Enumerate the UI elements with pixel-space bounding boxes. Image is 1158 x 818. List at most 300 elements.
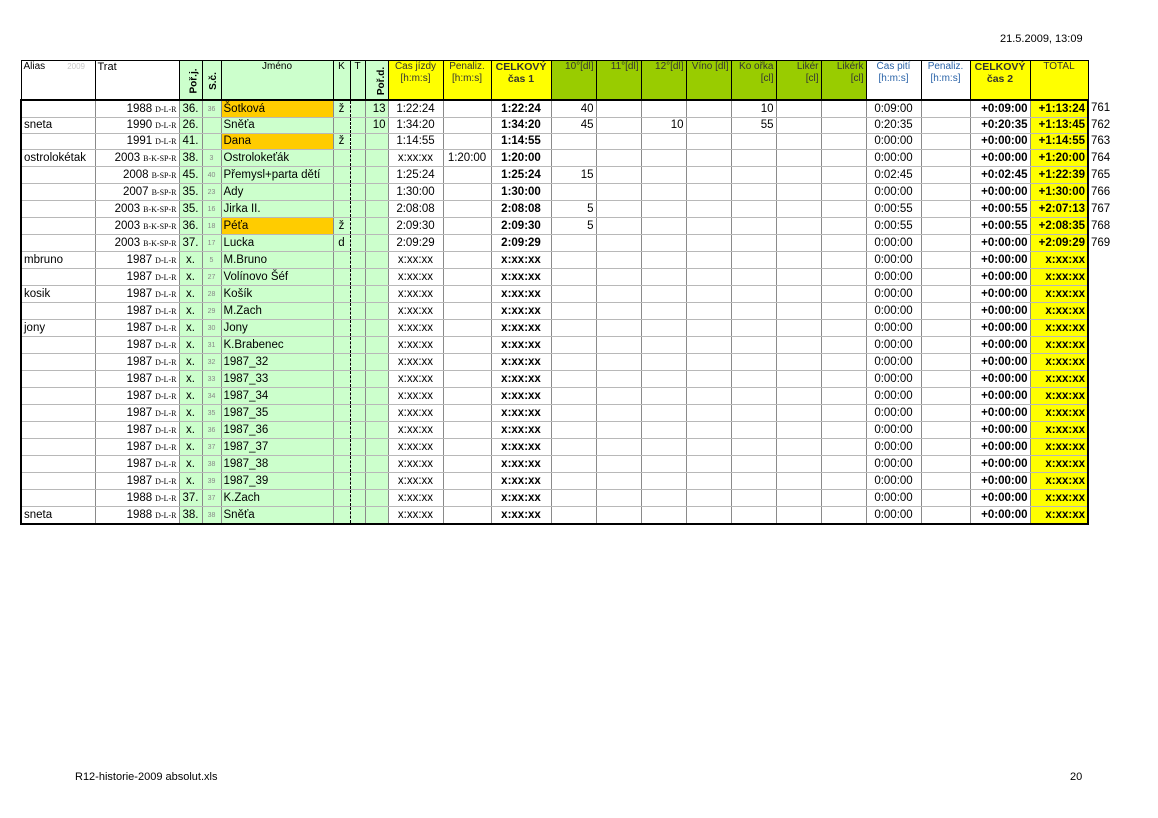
start-number: 3: [209, 155, 214, 162]
table-row: [21, 134, 1124, 150]
jmeno-cell: 1987_38: [221, 456, 333, 473]
penaliz-cell: [443, 456, 491, 473]
header-cas-jizdy: Čas jízdy [h:m:s]: [388, 61, 443, 101]
cas-piti-cell: 0:00:00: [866, 354, 921, 371]
celkovy-1-cell: 1:30:00: [491, 184, 551, 201]
penaliz-2-cell: [921, 252, 970, 269]
alias-cell: [21, 167, 95, 184]
header-celkovy-1: CELKOVÝ čas 1: [491, 61, 551, 101]
total-cell: x:xx:xx: [1030, 439, 1088, 456]
sc-cell: [202, 252, 221, 269]
d12-cell: [641, 184, 686, 201]
d11-cell: [596, 201, 641, 218]
trat-cell: [95, 371, 179, 388]
cas-jizdy-cell: x:xx:xx: [388, 252, 443, 269]
celkovy-2-cell: +0:00:00: [970, 303, 1030, 320]
table-row: [21, 201, 1124, 218]
header-celkovy-2: CELKOVÝ čas 2: [970, 61, 1030, 101]
d12-cell: [641, 303, 686, 320]
celkovy-2-cell: +0:00:00: [970, 354, 1030, 371]
sc-cell: [202, 303, 221, 320]
korka-cell: [731, 303, 776, 320]
table-row: [21, 100, 1124, 118]
start-number: 18: [207, 223, 216, 230]
por-d-cell: [365, 473, 388, 490]
cas-jizdy-cell: x:xx:xx: [388, 371, 443, 388]
korka-cell: [731, 235, 776, 252]
korka-cell: [731, 422, 776, 439]
liker-cell: [776, 354, 821, 371]
d12-cell: [641, 439, 686, 456]
jmeno-cell: Sněťa: [221, 507, 333, 525]
print-datestamp: 21.5.2009, 13:09: [1000, 33, 1083, 45]
penaliz-cell: [443, 473, 491, 490]
d11-cell: [596, 134, 641, 150]
cas-jizdy-cell: 1:34:20: [388, 118, 443, 134]
header-index-spacer: [1088, 61, 1124, 101]
penaliz-2-cell: [921, 269, 970, 286]
vino-cell: [686, 118, 731, 134]
cas-piti-cell: 0:09:00: [866, 100, 921, 118]
cas-jizdy-cell: 1:30:00: [388, 184, 443, 201]
liker-cell: [776, 320, 821, 337]
celkovy-1-cell: x:xx:xx: [491, 507, 551, 525]
korka-cell: [731, 337, 776, 354]
start-number: 29: [207, 308, 216, 315]
penaliz-cell: [443, 354, 491, 371]
cas-piti-cell: 0:00:00: [866, 388, 921, 405]
d12-cell: [641, 473, 686, 490]
liker-cell: [776, 118, 821, 134]
start-number: 39: [207, 478, 216, 485]
penaliz-2-cell: [921, 507, 970, 525]
penaliz-2-cell: [921, 456, 970, 473]
route-code: D-L-R: [155, 493, 177, 503]
d11-cell: [596, 252, 641, 269]
vino-cell: [686, 201, 731, 218]
penaliz-2-cell: [921, 320, 970, 337]
d10-cell: [551, 422, 596, 439]
year-value: 1988: [126, 491, 153, 504]
por-j-cell: 36.: [179, 218, 202, 235]
trat-cell: [95, 490, 179, 507]
liker-cell: [776, 286, 821, 303]
d10-cell: [551, 354, 596, 371]
d10-cell: [551, 184, 596, 201]
cas-jizdy-cell: x:xx:xx: [388, 490, 443, 507]
route-code: D-L-R: [155, 374, 177, 384]
alias-cell: [21, 337, 95, 354]
celkovy-1-cell: 1:25:24: [491, 167, 551, 184]
por-j-cell: x.: [179, 456, 202, 473]
total-cell: x:xx:xx: [1030, 252, 1088, 269]
d12-cell: [641, 150, 686, 167]
year-value: 2003: [114, 202, 141, 215]
cas-piti-cell: 0:02:45: [866, 167, 921, 184]
jmeno-cell: M.Zach: [221, 303, 333, 320]
cas-piti-cell: 0:00:00: [866, 269, 921, 286]
row-index-cell: [1088, 371, 1124, 388]
cas-jizdy-cell: x:xx:xx: [388, 388, 443, 405]
korka-cell: [731, 286, 776, 303]
year-value: 1987: [126, 406, 153, 419]
korka-cell: [731, 490, 776, 507]
celkovy-1-cell: x:xx:xx: [491, 439, 551, 456]
penaliz-2-cell: [921, 201, 970, 218]
cas-jizdy-cell: x:xx:xx: [388, 422, 443, 439]
k-cell: d: [333, 235, 350, 252]
celkovy-2-cell: +0:00:00: [970, 235, 1030, 252]
d12-cell: [641, 218, 686, 235]
start-number: 35: [207, 410, 216, 417]
jmeno-cell: Šotková: [221, 100, 333, 118]
total-cell: x:xx:xx: [1030, 388, 1088, 405]
penaliz-2-cell: [921, 303, 970, 320]
row-index-cell: [1088, 388, 1124, 405]
route-code: B-K-SP-R: [143, 153, 177, 163]
start-number: 28: [207, 291, 216, 298]
liker-cell: [776, 473, 821, 490]
penaliz-cell: [443, 439, 491, 456]
korka-cell: [731, 167, 776, 184]
celkovy-1-cell: 2:08:08: [491, 201, 551, 218]
row-index-cell: [1088, 490, 1124, 507]
start-number: 23: [207, 189, 216, 196]
t-cell: [350, 456, 365, 473]
celkovy-2-cell: +0:00:00: [970, 337, 1030, 354]
jmeno-cell: Lucka: [221, 235, 333, 252]
penaliz-cell: [443, 252, 491, 269]
start-number: 30: [207, 325, 216, 332]
alias-cell: [21, 134, 95, 150]
row-index-cell: [1088, 320, 1124, 337]
year-value: 1988: [126, 102, 153, 115]
sc-cell: [202, 100, 221, 118]
d11-cell: [596, 371, 641, 388]
route-code: B-K-SP-R: [143, 238, 177, 248]
alias-cell: kosik: [21, 286, 95, 303]
vino-cell: [686, 252, 731, 269]
por-j-cell: 37.: [179, 490, 202, 507]
d10-cell: [551, 252, 596, 269]
sc-cell: [202, 269, 221, 286]
k-cell: [333, 303, 350, 320]
row-index-cell: 769: [1091, 236, 1111, 249]
penaliz-2-cell: [921, 371, 970, 388]
total-cell: +1:20:00: [1030, 150, 1088, 167]
vino-cell: [686, 269, 731, 286]
celkovy-1-cell: x:xx:xx: [491, 320, 551, 337]
por-d-cell: [365, 371, 388, 388]
route-code: B-SP-R: [151, 187, 177, 197]
celkovy-1-cell: 1:34:20: [491, 118, 551, 134]
penaliz-cell: [443, 269, 491, 286]
likerk-cell: [821, 134, 866, 150]
start-number: 36: [207, 106, 216, 113]
liker-cell: [776, 439, 821, 456]
t-cell: [350, 218, 365, 235]
alias-cell: [21, 218, 95, 235]
d11-cell: [596, 235, 641, 252]
header-10-dl: 10°[dl]: [551, 61, 596, 101]
penaliz-cell: [443, 167, 491, 184]
likerk-cell: [821, 422, 866, 439]
celkovy-2-cell: +0:00:00: [970, 252, 1030, 269]
header-11-dl: 11°[dl]: [596, 61, 641, 101]
t-cell: [350, 439, 365, 456]
por-j-cell: x.: [179, 337, 202, 354]
year-value: 1987: [126, 338, 153, 351]
trat-cell: [95, 507, 179, 525]
trat-cell: [95, 388, 179, 405]
por-j-cell: x.: [179, 388, 202, 405]
por-j-cell: 45.: [179, 167, 202, 184]
trat-cell: [95, 167, 179, 184]
celkovy-1-cell: x:xx:xx: [491, 473, 551, 490]
por-d-cell: [365, 490, 388, 507]
table-row: [21, 118, 1124, 134]
likerk-cell: [821, 320, 866, 337]
table-body: [21, 100, 1124, 524]
d12-cell: [641, 167, 686, 184]
likerk-cell: [821, 100, 866, 118]
liker-cell: [776, 218, 821, 235]
likerk-cell: [821, 439, 866, 456]
year-value: 1987: [126, 474, 153, 487]
header-liker: Likér [cl]: [776, 61, 821, 101]
penaliz-2-cell: [921, 118, 970, 134]
penaliz-cell: [443, 422, 491, 439]
korka-cell: [731, 134, 776, 150]
route-code: D-L-R: [155, 121, 177, 130]
celkovy-2-cell: +0:00:00: [970, 388, 1030, 405]
likerk-cell: [821, 167, 866, 184]
liker-cell: [776, 507, 821, 525]
por-d-cell: 13: [365, 100, 388, 118]
sc-cell: [202, 473, 221, 490]
route-code: B-SP-R: [151, 170, 177, 180]
por-d-cell: [365, 405, 388, 422]
por-j-cell: 41.: [179, 134, 202, 150]
jmeno-cell: Sněťa: [221, 118, 333, 134]
table-row: [21, 320, 1124, 337]
korka-cell: [731, 405, 776, 422]
cas-piti-cell: 0:00:00: [866, 286, 921, 303]
por-j-cell: 26.: [179, 118, 202, 134]
likerk-cell: [821, 150, 866, 167]
row-index-cell: 763: [1091, 135, 1111, 147]
celkovy-2-cell: +0:00:00: [970, 184, 1030, 201]
likerk-cell: [821, 405, 866, 422]
t-cell: [350, 354, 365, 371]
d10-cell: [551, 507, 596, 525]
table-row: [21, 269, 1124, 286]
alias-cell: [21, 235, 95, 252]
d10-cell: [551, 371, 596, 388]
route-code: D-L-R: [155, 306, 177, 316]
k-cell: [333, 473, 350, 490]
cas-piti-cell: 0:00:00: [866, 405, 921, 422]
sc-cell: [202, 118, 221, 134]
alias-cell: [21, 388, 95, 405]
trat-cell: [95, 184, 179, 201]
por-d-cell: [365, 422, 388, 439]
start-number: 16: [207, 206, 216, 213]
total-cell: +1:13:45: [1030, 118, 1088, 134]
header-jmeno: Jméno: [221, 61, 333, 101]
k-cell: [333, 286, 350, 303]
row-index-cell: [1088, 252, 1124, 269]
liker-cell: [776, 388, 821, 405]
jmeno-cell: K.Brabenec: [221, 337, 333, 354]
total-cell: x:xx:xx: [1030, 286, 1088, 303]
trat-cell: [95, 354, 179, 371]
alias-cell: [21, 269, 95, 286]
korka-cell: [731, 320, 776, 337]
trat-cell: [95, 269, 179, 286]
penaliz-cell: [443, 201, 491, 218]
total-cell: x:xx:xx: [1030, 405, 1088, 422]
cas-jizdy-cell: 1:22:24: [388, 100, 443, 118]
row-index-cell: [1088, 473, 1124, 490]
trat-cell: [95, 286, 179, 303]
d12-cell: [641, 456, 686, 473]
jmeno-cell: Volínovo Šéf: [221, 269, 333, 286]
cas-jizdy-cell: 2:09:30: [388, 218, 443, 235]
row-index-cell: [1088, 405, 1124, 422]
year-value: 1987: [126, 287, 153, 300]
penaliz-cell: [443, 286, 491, 303]
d11-cell: [596, 100, 641, 118]
korka-cell: [731, 150, 776, 167]
d12-cell: [641, 405, 686, 422]
celkovy-2-cell: +0:00:00: [970, 371, 1030, 388]
jmeno-cell: 1987_34: [221, 388, 333, 405]
route-code: D-L-R: [155, 442, 177, 452]
vino-cell: [686, 100, 731, 118]
cas-piti-cell: 0:00:00: [866, 337, 921, 354]
likerk-cell: [821, 354, 866, 371]
por-d-cell: [365, 218, 388, 235]
vino-cell: [686, 184, 731, 201]
penaliz-2-cell: [921, 150, 970, 167]
celkovy-2-cell: +0:00:00: [970, 507, 1030, 525]
total-cell: +2:09:29: [1030, 235, 1088, 252]
k-cell: ž: [333, 218, 350, 235]
celkovy-1-cell: x:xx:xx: [491, 371, 551, 388]
start-number: 36: [207, 427, 216, 434]
row-index-cell: [1088, 269, 1124, 286]
total-cell: x:xx:xx: [1030, 456, 1088, 473]
liker-cell: [776, 490, 821, 507]
penaliz-2-cell: [921, 235, 970, 252]
korka-cell: [731, 456, 776, 473]
celkovy-2-cell: +0:00:55: [970, 201, 1030, 218]
route-code: D-L-R: [155, 137, 177, 146]
cas-jizdy-cell: 2:08:08: [388, 201, 443, 218]
por-j-cell: x.: [179, 422, 202, 439]
likerk-cell: [821, 388, 866, 405]
celkovy-1-cell: x:xx:xx: [491, 422, 551, 439]
celkovy-1-cell: 1:22:24: [491, 100, 551, 118]
alias-cell: [21, 473, 95, 490]
sc-cell: [202, 320, 221, 337]
d11-cell: [596, 269, 641, 286]
d10-cell: 40: [551, 100, 596, 118]
cas-jizdy-cell: x:xx:xx: [388, 303, 443, 320]
k-cell: [333, 422, 350, 439]
k-cell: [333, 388, 350, 405]
cas-piti-cell: 0:00:00: [866, 473, 921, 490]
penaliz-cell: [443, 490, 491, 507]
celkovy-2-cell: +0:02:45: [970, 167, 1030, 184]
sc-cell: [202, 371, 221, 388]
penaliz-2-cell: [921, 134, 970, 150]
t-cell: [350, 134, 365, 150]
celkovy-2-cell: +0:00:00: [970, 439, 1030, 456]
celkovy-2-cell: +0:00:00: [970, 134, 1030, 150]
d10-cell: [551, 388, 596, 405]
total-cell: +2:07:13: [1030, 201, 1088, 218]
vino-cell: [686, 134, 731, 150]
table-row: [21, 473, 1124, 490]
table-row: [21, 167, 1124, 184]
alias-cell: [21, 422, 95, 439]
table-header: [21, 61, 1124, 101]
cas-piti-cell: 0:00:00: [866, 371, 921, 388]
k-cell: [333, 405, 350, 422]
por-j-cell: x.: [179, 354, 202, 371]
total-cell: +2:08:35: [1030, 218, 1088, 235]
t-cell: [350, 337, 365, 354]
celkovy-1-cell: x:xx:xx: [491, 269, 551, 286]
por-d-cell: [365, 201, 388, 218]
celkovy-2-cell: +0:00:00: [970, 150, 1030, 167]
cas-piti-cell: 0:00:00: [866, 507, 921, 525]
header-penaliz: Penaliz. [h:m:s]: [443, 61, 491, 101]
vino-cell: [686, 354, 731, 371]
penaliz-cell: [443, 337, 491, 354]
penaliz-2-cell: [921, 337, 970, 354]
d11-cell: [596, 473, 641, 490]
row-index-cell: [1088, 303, 1124, 320]
celkovy-2-cell: +0:00:00: [970, 456, 1030, 473]
d12-cell: [641, 134, 686, 150]
jmeno-cell: K.Zach: [221, 490, 333, 507]
cas-piti-cell: 0:00:00: [866, 422, 921, 439]
d12-cell: [641, 422, 686, 439]
row-index-cell: 768: [1091, 219, 1111, 232]
total-cell: +1:14:55: [1030, 134, 1088, 150]
d12-cell: [641, 201, 686, 218]
penaliz-cell: [443, 118, 491, 134]
por-j-cell: x.: [179, 371, 202, 388]
table-row: [21, 422, 1124, 439]
d10-cell: [551, 456, 596, 473]
alias-cell: [21, 184, 95, 201]
header-por-j: Poř.j.: [179, 61, 202, 101]
table-row: [21, 354, 1124, 371]
trat-cell: [95, 337, 179, 354]
total-cell: x:xx:xx: [1030, 354, 1088, 371]
start-number: 27: [207, 274, 216, 281]
celkovy-1-cell: x:xx:xx: [491, 388, 551, 405]
header-penaliz-2: Penaliz. [h:m:s]: [921, 61, 970, 101]
d10-cell: [551, 473, 596, 490]
vino-cell: [686, 422, 731, 439]
celkovy-2-cell: +0:09:00: [970, 100, 1030, 118]
d12-cell: [641, 371, 686, 388]
